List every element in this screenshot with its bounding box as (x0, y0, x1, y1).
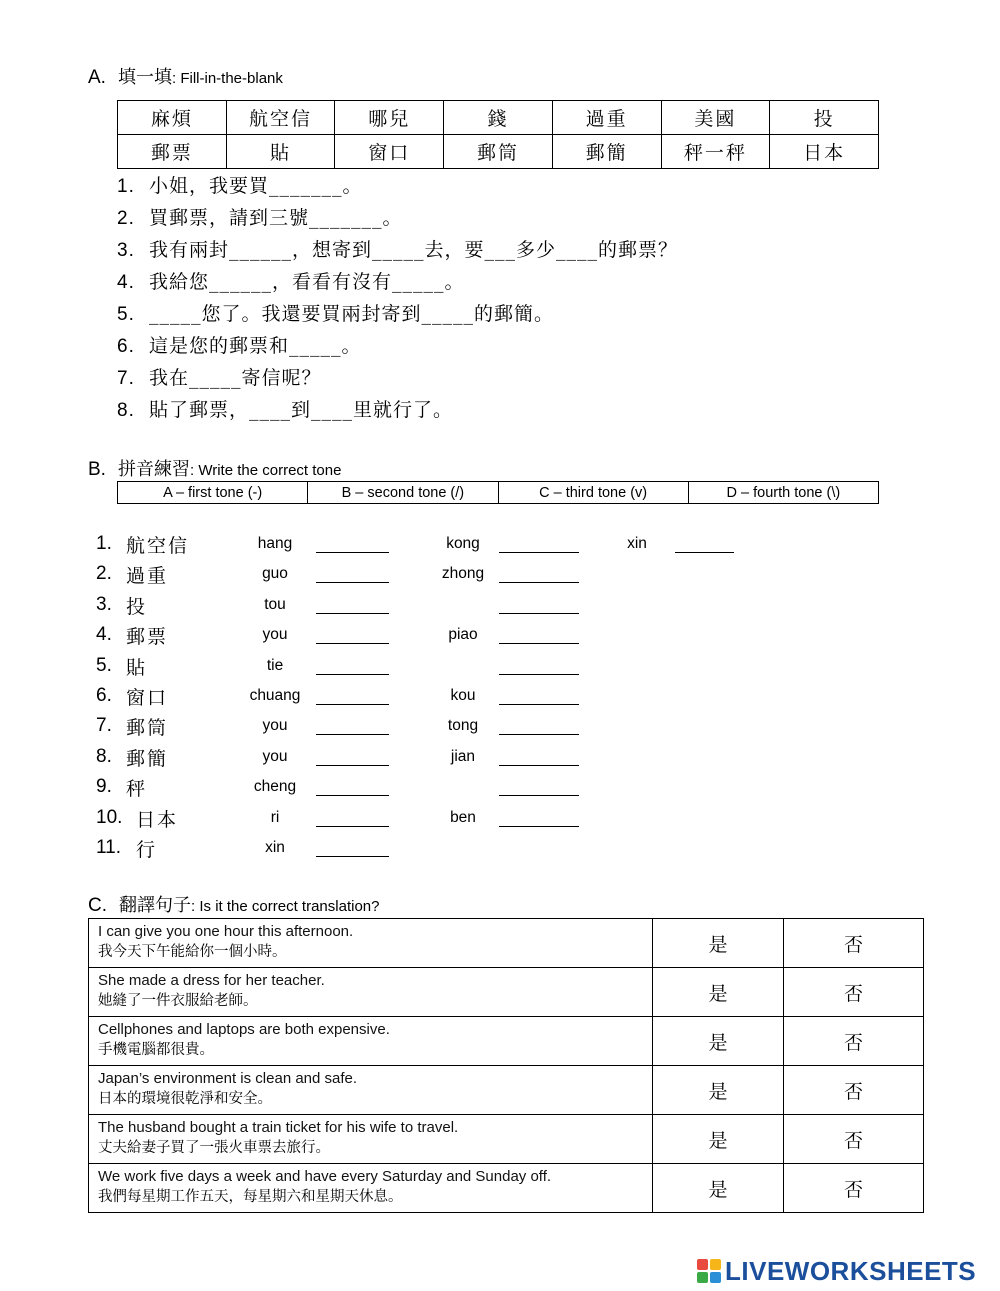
pinyin-syllable: ben (450, 808, 476, 826)
pinyin-row (96, 744, 796, 774)
translation-sentence (89, 919, 653, 968)
chinese-sentence: 她縫了一件衣服給老師。 (98, 993, 258, 1009)
pinyin-row (96, 531, 796, 561)
no-choice[interactable]: 否 (784, 1017, 924, 1066)
pinyin-number: 4. (96, 624, 112, 646)
tone-answer-blank[interactable] (499, 826, 579, 827)
yes-choice[interactable]: 是 (653, 1164, 784, 1213)
pinyin-syllable: you (262, 747, 288, 765)
pinyin-number: 5. (96, 654, 112, 676)
pinyin-row (96, 653, 796, 683)
pinyin-word: 郵筒 (126, 717, 169, 740)
pinyin-row (96, 561, 796, 591)
pinyin-word: 行 (136, 839, 158, 861)
pinyin-number: 10. (96, 806, 123, 828)
tone-answer-blank[interactable] (499, 552, 579, 553)
tone-answer-blank[interactable] (499, 613, 579, 614)
tone-answer-blank[interactable] (316, 734, 389, 735)
pinyin-syllable: xin (265, 839, 285, 856)
sentence-item (117, 234, 678, 266)
word-bank-cell: 錢 (444, 101, 553, 135)
word-bank-cell: 航空信 (226, 101, 335, 135)
tone-legend (117, 481, 879, 504)
brand-name: LIVEWORKSHEETS (725, 1256, 977, 1286)
word-bank (117, 100, 879, 169)
word-bank-cell: 過重 (552, 101, 661, 135)
pinyin-word: 郵簡 (126, 747, 169, 770)
pinyin-number: 3. (96, 593, 112, 615)
word-bank-cell: 郵簡 (552, 135, 661, 169)
tone-answer-blank[interactable] (499, 795, 579, 796)
translation-row (89, 919, 924, 968)
tone-answer-blank[interactable] (499, 704, 579, 705)
sentence-item (117, 362, 678, 394)
section-title-en: Fill-in-the-blank (180, 70, 283, 87)
tone-answer-blank[interactable] (499, 765, 579, 766)
no-choice[interactable]: 否 (784, 1066, 924, 1115)
section-letter: A. (88, 67, 106, 88)
title-separator: : (190, 462, 199, 479)
translation-row (89, 1115, 924, 1164)
pinyin-syllable: cheng (253, 778, 297, 796)
tone-answer-blank[interactable] (499, 674, 579, 675)
translation-row (89, 1164, 924, 1213)
translation-row (89, 1017, 924, 1066)
tone-answer-blank[interactable] (316, 856, 389, 857)
section-b-heading (88, 455, 341, 481)
sentence-number: 7. (117, 368, 135, 389)
sentence-number: 6. (117, 336, 135, 357)
pinyin-syllable: tou (264, 595, 286, 613)
pinyin-word: 日本 (136, 808, 179, 831)
tone-legend-cell: A – first tone (-) (118, 482, 308, 504)
sentence-number: 3. (117, 240, 135, 261)
word-bank-row (118, 135, 879, 169)
sentence-number: 5. (117, 304, 135, 325)
pinyin-row (96, 835, 796, 865)
fill-in-sentences (117, 170, 678, 426)
translation-sentence (89, 1017, 653, 1066)
pinyin-syllable: ri (270, 808, 280, 826)
word-bank-cell: 麻煩 (118, 101, 227, 135)
sentence-number: 4. (117, 272, 135, 293)
section-c-heading (88, 891, 379, 917)
title-separator: : (191, 898, 200, 915)
tone-answer-blank[interactable] (316, 674, 389, 675)
english-sentence: She made a dress for her teacher. (98, 972, 325, 989)
pinyin-syllable: kou (450, 687, 476, 704)
no-choice[interactable]: 否 (784, 1164, 924, 1213)
english-sentence: The husband bought a train ticket for his wife to travel. (98, 1119, 459, 1136)
pinyin-number: 2. (96, 563, 112, 585)
sentence-text: 貼了郵票，____到____里就行了。 (149, 399, 454, 421)
tone-answer-blank[interactable] (316, 704, 389, 705)
no-choice[interactable]: 否 (784, 919, 924, 968)
pinyin-row (96, 683, 796, 713)
section-title-zh: 翻譯句子 (119, 895, 192, 916)
pinyin-number: 6. (96, 685, 112, 706)
sentence-item (117, 202, 678, 234)
translation-sentence (89, 1115, 653, 1164)
english-sentence: We work five days a week and have every Saturday and Sunday off. (98, 1168, 552, 1185)
pinyin-word: 貼 (126, 656, 148, 679)
sentence-number: 8. (117, 400, 135, 421)
english-sentence: Cellphones and laptops are both expensive. (98, 1021, 390, 1038)
sentence-number: 1. (117, 176, 135, 197)
sentence-text: 我給您______，看看有沒有_____。 (149, 271, 465, 293)
pinyin-syllable: you (262, 626, 288, 644)
word-bank-cell: 美國 (661, 101, 770, 135)
yes-choice[interactable]: 是 (653, 968, 784, 1017)
translation-row (89, 1066, 924, 1115)
pinyin-syllable: guo (262, 565, 288, 583)
section-title-en: Is it the correct translation? (199, 898, 380, 915)
section-title-zh: 填一填 (118, 67, 172, 88)
section-letter: C. (88, 895, 107, 916)
tone-answer-blank[interactable] (499, 734, 579, 735)
sentence-item (117, 170, 678, 202)
pinyin-syllable: you (262, 717, 288, 735)
word-bank-cell: 窗口 (335, 135, 444, 169)
pinyin-syllable: kong (446, 535, 480, 552)
tone-answer-blank[interactable] (316, 582, 389, 583)
yes-choice[interactable]: 是 (653, 1066, 784, 1115)
sentence-text: 這是您的郵票和_____。 (149, 335, 362, 357)
pinyin-row (96, 774, 796, 804)
chinese-sentence: 我們每星期工作五天，每星期六和星期天休息。 (98, 1189, 403, 1205)
word-bank-cell: 秤一秤 (661, 135, 770, 169)
tone-legend-cell: D – fourth tone (\) (688, 482, 878, 504)
pinyin-syllable: jian (450, 747, 476, 765)
pinyin-number: 7. (96, 715, 112, 737)
chinese-sentence: 丈夫給妻子買了一張火車票去旅行。 (98, 1140, 330, 1156)
section-title-en: Write the correct tone (198, 462, 342, 479)
word-bank-cell: 貼 (226, 135, 335, 169)
chinese-sentence: 我今天下午能給你一個小時。 (98, 944, 287, 960)
tone-legend-cell: B – second tone (/) (308, 482, 498, 504)
chinese-sentence: 手機電腦都很貴。 (98, 1042, 214, 1058)
no-choice[interactable]: 否 (784, 968, 924, 1017)
pinyin-number: 11. (96, 837, 122, 858)
sentence-item (117, 394, 678, 426)
section-letter: B. (88, 459, 106, 480)
translation-sentence (89, 1164, 653, 1213)
word-bank-cell: 投 (770, 101, 879, 135)
yes-choice[interactable]: 是 (653, 1115, 784, 1164)
pinyin-syllable: hang (257, 535, 293, 552)
translation-row (89, 968, 924, 1017)
yes-choice[interactable]: 是 (653, 919, 784, 968)
pinyin-number: 1. (96, 533, 112, 554)
no-choice[interactable]: 否 (784, 1115, 924, 1164)
word-bank-cell: 郵筒 (444, 135, 553, 169)
word-bank-row (118, 101, 879, 135)
chinese-sentence: 日本的環境很乾淨和安全。 (98, 1091, 272, 1107)
sentence-item (117, 330, 678, 362)
pinyin-row (96, 592, 796, 622)
word-bank-cell: 哪兒 (335, 101, 444, 135)
tone-answer-blank[interactable] (316, 552, 389, 553)
tone-answer-blank[interactable] (675, 552, 734, 553)
pinyin-word: 秤 (126, 778, 148, 801)
pinyin-word: 過重 (126, 565, 169, 588)
tone-answer-blank[interactable] (316, 826, 389, 827)
sentence-item (117, 266, 678, 298)
pinyin-syllable: tong (447, 717, 479, 735)
sentence-text: 小姐，我要買_______。 (149, 175, 363, 197)
pinyin-syllable: zhong (441, 565, 485, 583)
pinyin-row (96, 805, 796, 835)
tone-legend-cell: C – third tone (v) (498, 482, 688, 504)
english-sentence: I can give you one hour this afternoon. (98, 923, 354, 940)
section-a-heading (88, 63, 283, 89)
pinyin-word: 郵票 (126, 626, 169, 649)
tone-answer-blank[interactable] (316, 765, 389, 766)
tone-answer-blank[interactable] (499, 582, 579, 583)
pinyin-word: 航空信 (126, 535, 190, 557)
pinyin-row (96, 622, 796, 652)
translation-sentence (89, 1066, 653, 1115)
yes-choice[interactable]: 是 (653, 1017, 784, 1066)
translation-table (88, 918, 924, 1213)
sentence-text: 我在_____寄信呢？ (149, 367, 322, 389)
pinyin-word: 投 (126, 595, 148, 618)
pinyin-syllable: piao (448, 626, 478, 644)
tone-answer-blank[interactable] (316, 643, 389, 644)
pinyin-number: 8. (96, 745, 112, 767)
tone-answer-blank[interactable] (499, 643, 579, 644)
pinyin-syllable: xin (627, 535, 647, 552)
pinyin-number: 9. (96, 776, 112, 798)
translation-sentence (89, 968, 653, 1017)
sentence-text: _____您了。我還要買兩封寄到_____的郵簡。 (149, 303, 555, 325)
english-sentence: Japan’s environment is clean and safe. (98, 1070, 358, 1087)
sentence-item (117, 298, 678, 330)
pinyin-row (96, 713, 796, 743)
word-bank-cell: 日本 (770, 135, 879, 169)
tone-answer-blank[interactable] (316, 795, 389, 796)
pinyin-syllable: chuang (249, 687, 301, 704)
title-separator: : (172, 70, 181, 87)
pinyin-syllable: tie (266, 656, 284, 674)
logo-blocks-icon (697, 1259, 721, 1283)
sentence-number: 2. (117, 208, 135, 229)
tone-answer-blank[interactable] (316, 613, 389, 614)
sentence-text: 買郵票，請到三號_______。 (149, 207, 403, 229)
sentence-text: 我有兩封______，想寄到_____去，要___多少____的郵票？ (149, 239, 679, 261)
section-title-zh: 拼音練習 (118, 459, 190, 480)
word-bank-cell: 郵票 (118, 135, 227, 169)
pinyin-word: 窗口 (126, 687, 169, 709)
